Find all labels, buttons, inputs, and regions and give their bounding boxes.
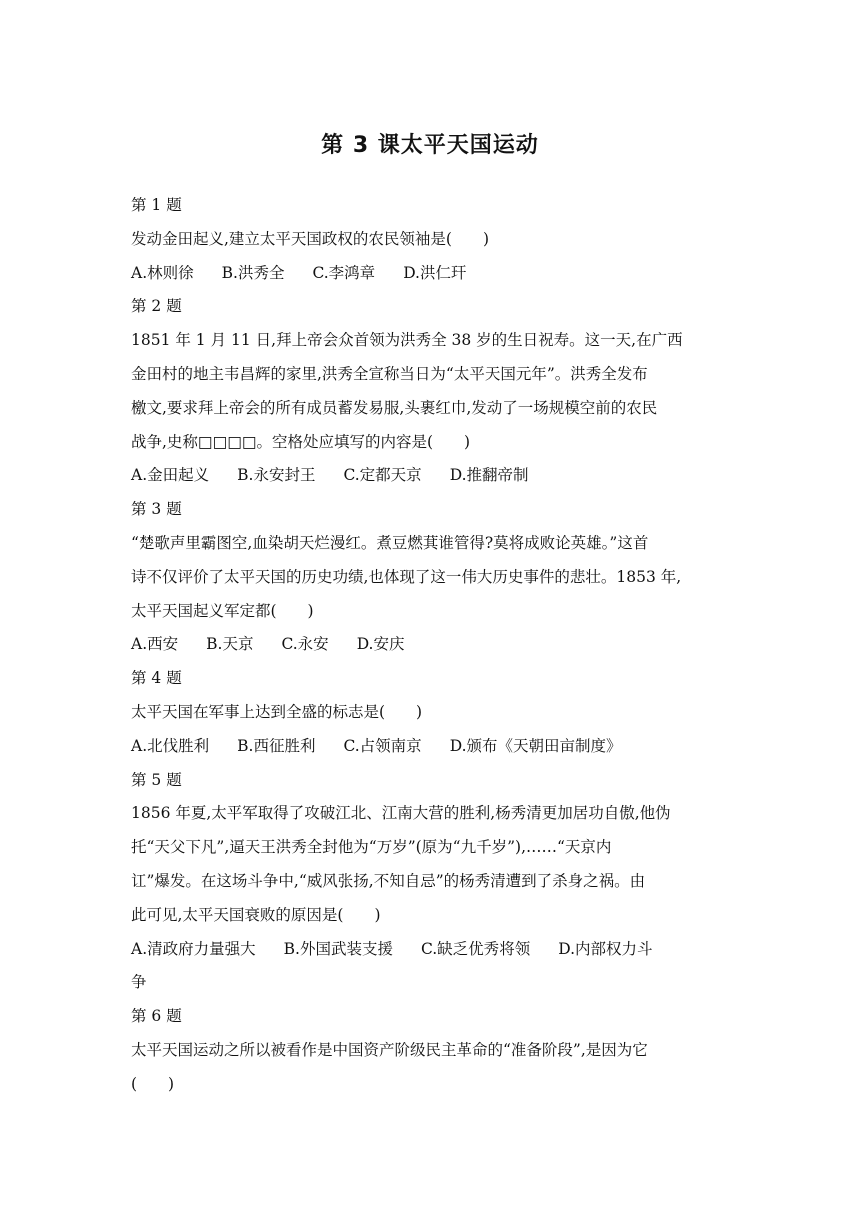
question-3: [131, 493, 731, 662]
option-d: D.洪仁玕: [403, 263, 467, 282]
question-2: [131, 290, 731, 493]
option-a: A.西安: [131, 635, 179, 654]
question-stem-line: 1856 年夏,太平军取得了攻破江北、江南大营的胜利,杨秀清更加居功自傲,他伪: [131, 804, 671, 823]
question-label: 第 3 题: [131, 500, 182, 519]
question-stem-line: 太平天国起义军定都( ): [131, 601, 314, 620]
question-stem-line: 1851 年 1 月 11 日,拜上帝会众首领为洪秀全 38 岁的生日祝寿。这一天,在广西: [131, 331, 683, 350]
option-c: C.李鸿章: [312, 263, 376, 282]
option-a: A.北伐胜利: [131, 736, 210, 755]
question-stem-line: 檄文,要求拜上帝会的所有成员蓄发易服,头裹红巾,发动了一场规模空前的农民: [131, 398, 658, 417]
option-row: [131, 459, 731, 493]
question-stem-line: 此可见,太平天国衰败的原因是( ): [131, 905, 381, 924]
option-d: D.颁布《天朝田亩制度》: [449, 736, 622, 755]
question-stem-line: 金田村的地主韦昌辉的家里,洪秀全宣称当日为“太平天国元年”。洪秀全发布: [131, 364, 648, 383]
option-a: A.林则徐: [131, 263, 194, 282]
option-c: C.永安: [281, 635, 329, 654]
option-b: B.外国武装支援: [283, 939, 393, 958]
question-list: [131, 189, 731, 1102]
question-4: [131, 662, 731, 763]
option-d: D.内部权力斗: [558, 939, 653, 958]
question-stem-line: 太平天国运动之所以被看作是中国资产阶级民主革命的“准备阶段”,是因为它: [131, 1040, 648, 1059]
question-stem-line: 战争,史称□□□□。空格处应填写的内容是( ): [131, 432, 471, 451]
question-stem-line: 讧”爆发。在这场斗争中,“威风张扬,不知自忌”的杨秀清遭到了杀身之祸。由: [131, 871, 646, 890]
option-c: C.占领南京: [343, 736, 422, 755]
option-b: B.永安封王: [237, 466, 316, 485]
question-5: [131, 764, 731, 1001]
question-label: 第 2 题: [131, 297, 182, 316]
question-stem-line: ( ): [131, 1074, 175, 1093]
question-label: 第 6 题: [131, 1007, 182, 1026]
option-b: B.天京: [206, 635, 254, 654]
question-stem-line: 诗不仅评价了太平天国的历史功绩,也体现了这一伟大历史事件的悲壮。1853 年,: [131, 567, 682, 586]
question-6: [131, 1000, 731, 1101]
option-b: B.洪秀全: [221, 263, 285, 282]
option-d: D.推翻帝制: [449, 466, 529, 485]
page-title: 第 3 课太平天国运动: [321, 133, 539, 158]
option-row: [131, 933, 731, 967]
question-label: 第 5 题: [131, 770, 182, 789]
question-label: 第 1 题: [131, 196, 182, 214]
option-a: A.金田起义: [131, 466, 210, 485]
question-1: [131, 189, 731, 290]
option-row: [131, 730, 731, 764]
question-stem-line: 托“天父下凡”,逼天王洪秀全封他为“万岁”(原为“九千岁”),……“天京内: [131, 838, 612, 857]
option-row: [131, 628, 731, 662]
question-stem: 发动金田起义,建立太平天国政权的农民领袖是( ): [131, 229, 490, 248]
option-c: C.缺乏优秀将领: [420, 939, 531, 958]
option-row: [131, 257, 731, 291]
option-d-continued: 争: [131, 973, 147, 992]
question-stem-line: “楚歌声里霸图空,血染胡天烂漫红。煮豆燃萁谁管得?莫将成败论英雄。”这首: [131, 533, 649, 552]
option-c: C.定都天京: [343, 466, 422, 485]
question-label: 第 4 题: [131, 669, 182, 688]
option-d: D.安庆: [356, 635, 405, 654]
option-b: B.西征胜利: [237, 736, 316, 755]
option-a: A.清政府力量强大: [131, 939, 256, 958]
question-stem: 太平天国在军事上达到全盛的标志是( ): [131, 702, 423, 721]
